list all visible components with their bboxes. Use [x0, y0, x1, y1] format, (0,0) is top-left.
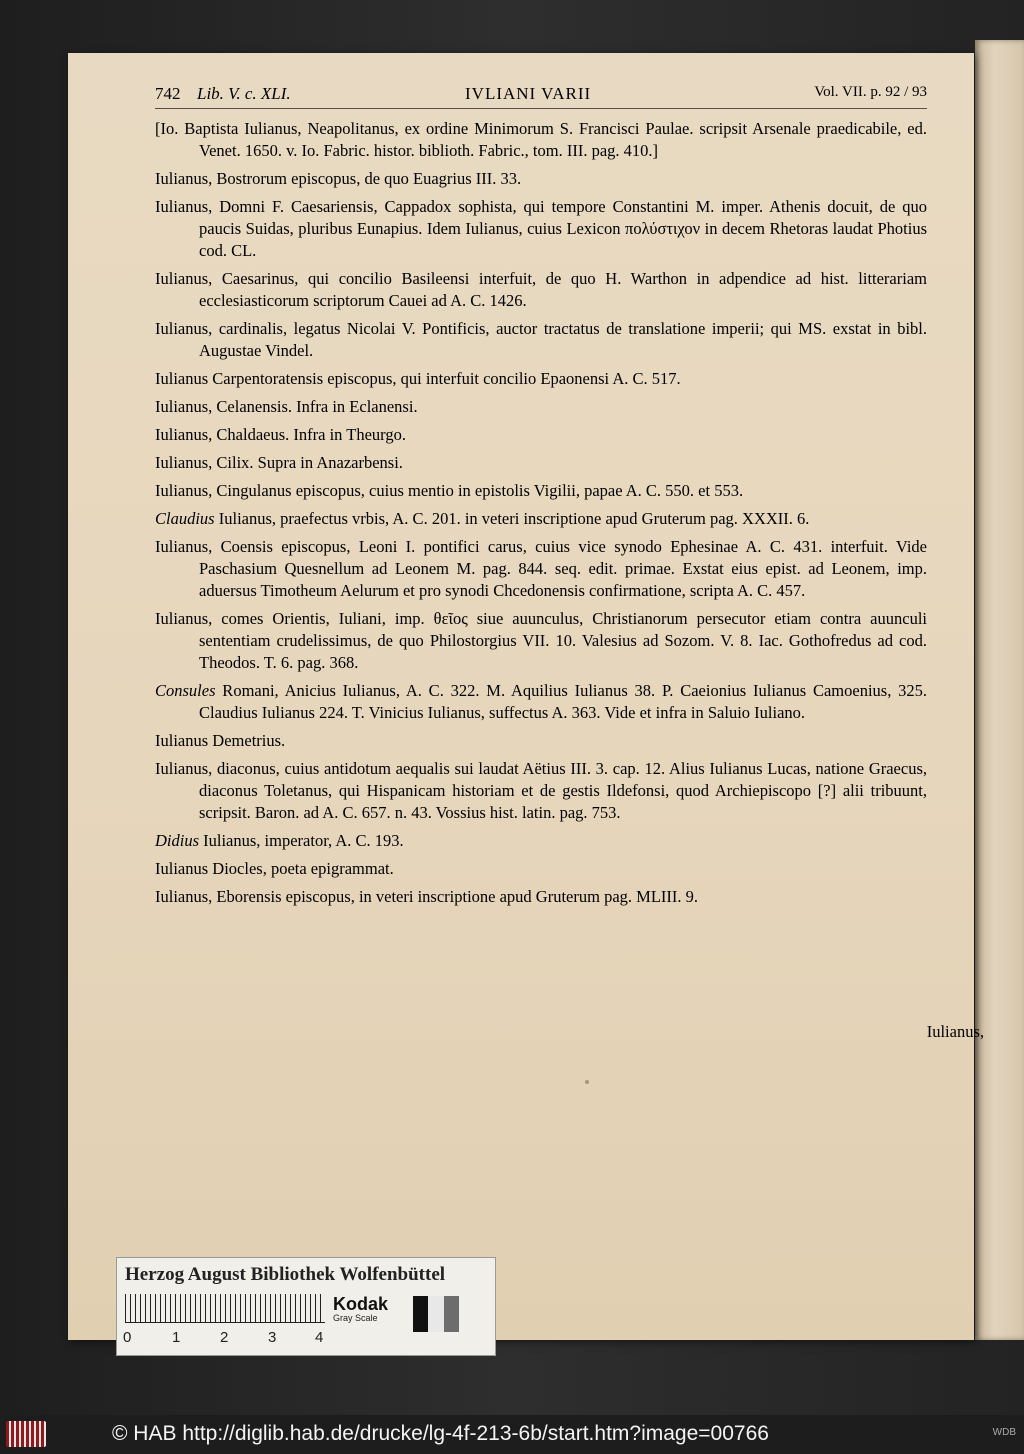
gray-swatch [444, 1296, 459, 1332]
entry-text: diaconus, cuius antidotum aequalis sui laudat Aëtius III. 3. cap. 12. Alius Iulianus Lucas, natione Graecus, diaconus Toletanus, qui Hispanicam historiam et de gestis Ildefonsi, quod Archiepiscopo [?] alii tribuunt, scripsit. Baron. ad A. C. 657. n. 43. Vossius hist. latin. pag. 753. [199, 759, 927, 822]
entry-text: Eborensis episcopus, in veteri inscriptione apud Gruterum pag. MLIII. 9. [212, 887, 699, 906]
entry-text: Bostrorum episcopus, de quo Euagrius III. 33. [212, 169, 522, 188]
entry-head: Iulianus [155, 859, 209, 878]
entry [155, 424, 927, 446]
entry-text: Celanensis. Infra in Eclanensi. [212, 397, 418, 416]
entry-text: Diocles, poeta epigrammat. [208, 859, 394, 878]
entry-head: Iulianus [155, 731, 209, 750]
entry-text: Demetrius. [208, 731, 286, 750]
entry-text: Neapolitanus, ex ordine Minimorum S. Francisci Paulae. scripsit Arsenale praedicabile, ed. Venet. 1650. v. Io. Fabric. histor. biblioth. Fabric., tom. III. pag. 410.] [199, 119, 927, 160]
entry [155, 396, 927, 418]
entry [155, 168, 927, 190]
entry-text: Cingulanus episcopus, cuius mentio in epistolis Vigilii, papae A. C. 550. et 553. [212, 481, 744, 500]
running-title: IVLIANI VARII [465, 84, 592, 103]
entry-head: Iulianus, [155, 319, 213, 338]
entry-text: Iulianus, imperator, A. C. 193. [199, 831, 404, 850]
entry-head: Iulianus, [155, 397, 213, 416]
entry [155, 196, 927, 262]
ruler-numbers [117, 1329, 337, 1349]
kodak-brand: Kodak [333, 1294, 389, 1314]
chapter-reference: Lib. V. c. XLI. [197, 84, 291, 103]
gray-swatch [428, 1296, 443, 1332]
ruler-number: 1 [172, 1329, 181, 1346]
color-card [116, 1257, 496, 1356]
hab-logo-icon [6, 1421, 46, 1447]
entry [155, 680, 927, 724]
entry-head: Iulianus, [155, 609, 213, 628]
gray-scale-label: Gray Scale [333, 1313, 378, 1323]
wdb-mini-logo: WDB [992, 1427, 1016, 1438]
entry [155, 452, 927, 474]
footer-bar [0, 1415, 1024, 1454]
entry [155, 608, 927, 674]
entry-text: Coensis episcopus, Leoni I. pontifici carus, cuius vice synodo Ephesinae A. C. 431. interfuit. Vide Paschasium Quesnellum ad Leonem M. pag. 844. seq. edit. primae. Exstat eius epist. ad Leonem, imp. aduersus Timotheum Aelurum et pro synodi Chcedonensis confirmatione, scripta A. C. 457. [199, 537, 927, 600]
entry [155, 730, 927, 752]
entry-text: Carpentoratensis episcopus, qui interfuit concilio Epaonensi A. C. 517. [208, 369, 681, 388]
entry-head: Iulianus, [155, 759, 213, 778]
gray-swatches [413, 1296, 459, 1332]
ruler-number: 3 [268, 1329, 277, 1346]
entry-head: Iulianus, [155, 887, 213, 906]
entry-head: Consules [155, 681, 216, 700]
entry-head: Iulianus, [155, 453, 213, 472]
card-title: Herzog August Bibliothek Wolfenbüttel [125, 1264, 446, 1285]
entry-head: Didius [155, 831, 200, 850]
entry-head: Iulianus, [155, 269, 213, 288]
ruler-number: 4 [315, 1329, 324, 1346]
running-head [155, 84, 927, 114]
entry [155, 118, 927, 162]
entry-text: Domni F. Caesariensis, Cappadox sophista, qui tempore Constantini M. imper. Athenis docuit, de quo paucis Suidas, pluribus Eunapius. Idem Iulianus, cuius Lexicon πολύστιχον in decem Rhetoras laudat Photius cod. CL. [199, 197, 927, 260]
entry-head: Iulianus [155, 369, 209, 388]
paper-speck [585, 1080, 589, 1084]
entry-head: Iulianus, [155, 537, 213, 556]
entry-list [155, 118, 927, 914]
entry [155, 858, 927, 880]
ruler-number: 0 [123, 1329, 132, 1346]
entry-head: Claudius [155, 509, 215, 528]
entry-head: [Io. Baptista Iulianus, [155, 119, 302, 138]
entry-text: Chaldaeus. Infra in Theurgo. [212, 425, 406, 444]
entry [155, 268, 927, 312]
entry-text: Caesarinus, qui concilio Basileensi interfuit, de quo H. Warthon in adpendice ad hist. litterariam ecclesiasticorum scriptorum Cauei ad A. C. 1426. [199, 269, 927, 310]
entry-text: comes Orientis, Iuliani, imp. θεῖος siue auunculus, Christianorum persecutor etiam contra auunculi sententiam crudelissimus, de quo Philostorgius VII. 10. Valesius ad Sozom. V. 8. Iac. Gothofredus ad cod. Theodos. T. 6. pag. 368. [199, 609, 927, 672]
entry-head: Iulianus, [155, 197, 213, 216]
entry [155, 758, 927, 824]
volume-reference: Vol. VII. p. 92 / 93 [814, 84, 927, 100]
entry [155, 318, 927, 362]
entry-head: Iulianus, [155, 481, 213, 500]
ruler-number: 2 [220, 1329, 229, 1346]
entry [155, 508, 927, 530]
entry [155, 886, 927, 908]
entry [155, 830, 927, 852]
entry-head: Iulianus, [155, 425, 213, 444]
scale-ruler [125, 1294, 325, 1323]
entry-head: Iulianus, [155, 169, 213, 188]
page-number: 742 [155, 84, 181, 103]
gray-swatch [413, 1296, 428, 1332]
head-rule [155, 108, 927, 109]
credit-line: © HAB http://diglib.hab.de/drucke/lg-4f-213-6b/start.htm?image=00766 [112, 1422, 769, 1445]
facing-page-edge [975, 40, 1024, 1340]
entry-text: Cilix. Supra in Anazarbensi. [212, 453, 403, 472]
entry [155, 536, 927, 602]
entry [155, 368, 927, 390]
kodak-label [333, 1294, 388, 1323]
entry-text: Romani, Anicius Iulianus, A. C. 322. M. Aquilius Iulianus 38. P. Caeionius Iulianus Camoenius, 325. Claudius Iulianus 224. T. Vinicius Iulianus, suffectus A. 363. Vide et infra in Saluio Iuliano. [199, 681, 927, 722]
entry [155, 480, 927, 502]
entry-text: cardinalis, legatus Nicolai V. Pontificis, auctor tractatus de translatione imperii; qui MS. exstat in bibl. Augustae Vindel. [199, 319, 927, 360]
catchword: Iulianus, [926, 1022, 984, 1041]
entry-text: Iulianus, praefectus vrbis, A. C. 201. in veteri inscriptione apud Gruterum pag. XXXII. 6. [214, 509, 810, 528]
